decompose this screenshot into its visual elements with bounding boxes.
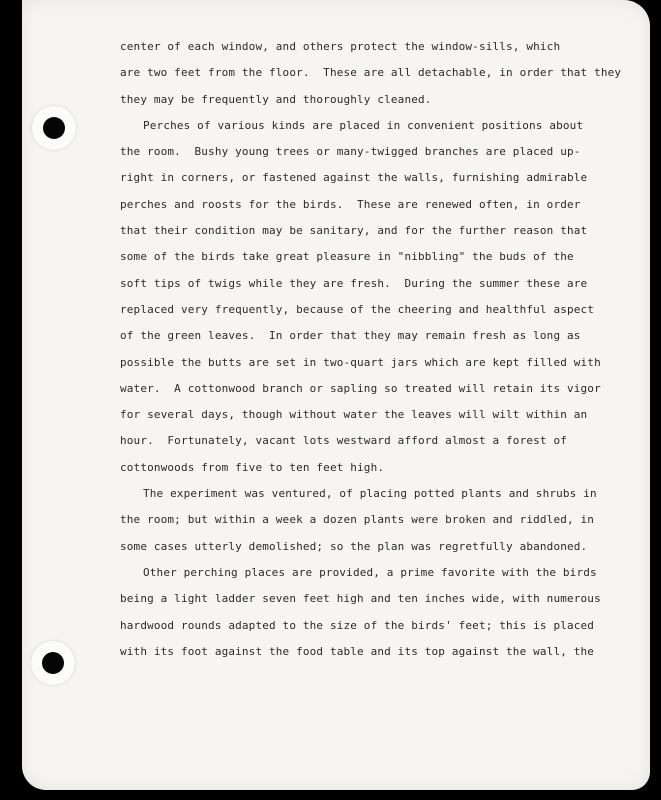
text-line: the room; but within a week a dozen plants were broken and riddled, in [120,513,595,527]
text-line: perches and roosts for the birds. These are renewed often, in order [120,197,581,211]
typewritten-page [22,0,650,790]
text-line: are two feet from the floor. These are all detachable, in order that they [120,66,622,80]
punch-hole-bottom [31,641,75,685]
body-text [120,34,660,665]
text-line: Perches of various kinds are placed in convenient positions about [143,118,584,132]
text-line: some cases utterly demolished; so the plan was regretfully abandoned. [120,539,588,553]
text-line: with its foot against the food table and its top against the wall, the [120,644,595,658]
text-line: right in corners, or fastened against the walls, furnishing admirable [120,171,588,185]
text-line: some of the birds take great pleasure in "nibbling" the buds of the [120,250,574,264]
text-line: the room. Bushy young trees or many-twigged branches are placed up- [120,145,581,159]
text-line: center of each window, and others protect the window-sills, which [120,40,561,53]
text-line: water. A cottonwood branch or sapling so treated will retain its vigor [120,381,601,395]
text-line: of the green leaves. In order that they may remain fresh as long as [120,329,581,343]
text-line: they may be frequently and thoroughly cleaned. [120,92,432,106]
text-line: that their condition may be sanitary, and for the further reason that [120,224,588,238]
text-line: for several days, though without water the leaves will wilt within an [120,408,588,422]
text-line: soft tips of twigs while they are fresh. During the summer these are [120,276,588,290]
text-line: hour. Fortunately, vacant lots westward afford almost a forest of [120,434,567,448]
text-line: The experiment was ventured, of placing potted plants and shrubs in [143,487,597,501]
text-line: hardwood rounds adapted to the size of the birds' feet; this is placed [120,618,595,632]
text-line: possible the butts are set in two-quart jars which are kept filled with [120,355,601,369]
text-line: cottonwoods from five to ten feet high. [120,460,385,474]
text-line: replaced very frequently, because of the cheering and healthful aspect [120,302,595,316]
punch-hole-top [32,106,76,150]
text-line: Other perching places are provided, a prime favorite with the birds [143,565,597,579]
text-line: being a light ladder seven feet high and ten inches wide, with numerous [120,592,601,606]
